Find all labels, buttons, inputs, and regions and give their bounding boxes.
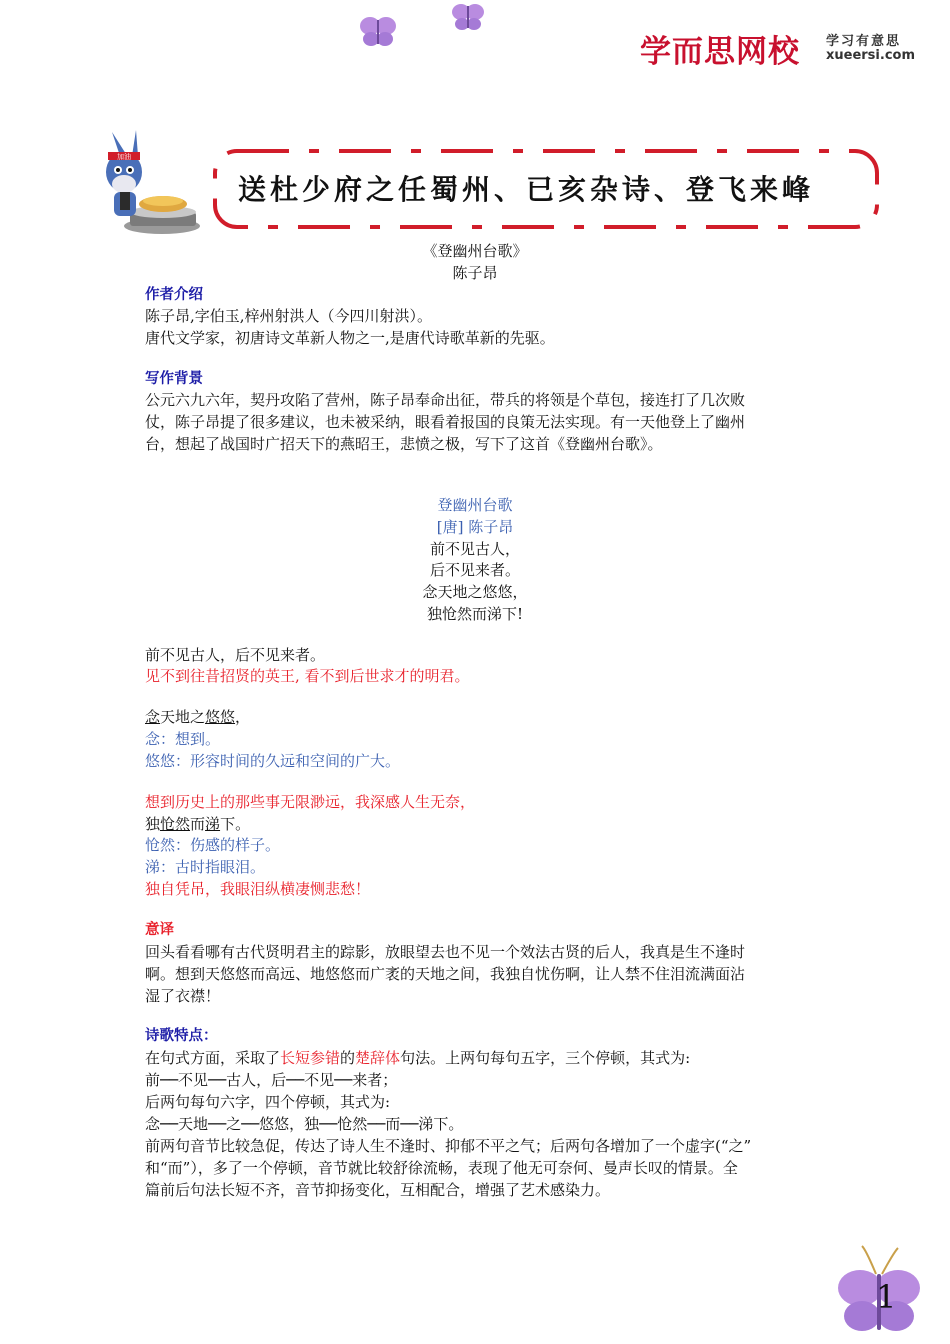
analysis-meaning: 独自凭吊，我眼泪纵横凄恻悲愁！	[145, 880, 371, 898]
poem-byline: [唐] 陈子昂	[436, 518, 514, 536]
poem-line: 后不见来者。	[429, 561, 520, 579]
banner-title: 送杜少府之任蜀州、已亥杂诗、登飞来峰	[238, 173, 815, 206]
translation-line: 湿了衣襟！	[145, 987, 221, 1005]
background-line: 台，想起了战国时广招天下的燕昭王，悲愤之极，写下了这首《登幽州台歌》。	[145, 435, 663, 453]
word-note: 悠悠：形容时间的久远和空间的广大。	[145, 752, 401, 770]
poem-line: 前不见古人，	[429, 540, 520, 558]
features-heading: 诗歌特点：	[145, 1028, 218, 1044]
author-intro-heading: 作者介绍	[145, 287, 203, 303]
plain-text: 句法。上两句每句五字，三个停顿，其式为:	[400, 1049, 691, 1067]
translation-line: 回头看看哪有古代贤明君主的踪影，放眼望去也不见一个效法古贤的后人，我真是生不逢时	[145, 943, 746, 961]
features-pattern: 前──不见──古人，后──不见──来者；	[145, 1071, 398, 1089]
plain-text: 的	[340, 1049, 356, 1067]
features-text: 后两句每句六字，四个停顿，其式为:	[145, 1093, 391, 1111]
poem-line: 念天地之悠悠，	[422, 583, 528, 601]
underlined-word: 怆然	[160, 815, 191, 833]
background-heading: 写作背景	[145, 371, 203, 387]
translation-heading: 意译	[145, 922, 174, 938]
page-number: 1	[876, 1278, 897, 1316]
underlined-word: 念	[145, 708, 161, 726]
plain-text: 天地之	[160, 708, 206, 726]
poem-author-header: 陈子昂	[452, 264, 498, 282]
analysis-meaning: 见不到往昔招贤的英王, 看不到后世求才的明君。	[145, 667, 470, 685]
poem-title-header: 《登幽州台歌》	[422, 242, 528, 260]
word-note: 念：想到。	[145, 730, 221, 748]
word-note: 怆然：伤感的样子。	[145, 836, 281, 854]
analysis-text-annotated	[145, 813, 815, 835]
features-line: 前两句音节比较急促，传达了诗人生不逢时、抑郁不平之气；后两句各增加了一个虚字(“之”	[145, 1137, 752, 1155]
highlight-term: 长短参错	[280, 1049, 341, 1067]
plain-text: 下。	[220, 815, 251, 833]
plain-text: 而	[190, 815, 206, 833]
brand-tagline: 学习有意思	[826, 34, 902, 49]
poem-line: 独怆然而涕下!	[426, 605, 524, 623]
mascot-flag-text: 加油	[117, 153, 131, 161]
features-pattern: 念──天地──之──悠悠，独──怆然──而──涕下。	[145, 1115, 464, 1133]
word-note: 涕：古时指眼泪。	[145, 858, 266, 876]
donkey-mascot-illustration	[100, 126, 204, 238]
background-line: 仗，陈子昂提了很多建议，也未被采纳，眼看着报国的良策无法实现。有一天他登上了幽州	[145, 413, 746, 431]
plain-text: ，	[235, 708, 251, 726]
brand-logo-text: 学而思网校	[640, 34, 800, 70]
author-intro-line: 陈子昂,字伯玉,梓州射洪人（今四川射洪）。	[145, 307, 433, 325]
plain-text: 在句式方面，采取了	[145, 1049, 281, 1067]
translation-line: 啊。想到天悠悠而高远、地悠悠而广袤的天地之间，我独自忧伤啊，让人禁不住泪流满面沾	[145, 965, 746, 983]
poem-title: 登幽州台歌	[437, 496, 513, 514]
underlined-word: 涕	[205, 815, 221, 833]
highlight-term: 楚辞体	[355, 1049, 401, 1067]
butterfly-decoration-icon	[358, 12, 398, 50]
features-line: 和“而”），多了一个停顿，音节就比较舒徐流畅，表现了他无可奈何、曼声长叹的情景。全	[145, 1159, 738, 1177]
analysis-meaning: 想到历史上的那些事无限渺远，我深感人生无奈，	[145, 793, 476, 811]
plain-text: 独	[145, 815, 161, 833]
underlined-word: 悠悠	[205, 708, 236, 726]
analysis-text: 前不见古人，后不见来者。	[145, 646, 326, 664]
background-line: 公元六九六年，契丹攻陷了营州，陈子昂奉命出征，带兵的将领是个草包，接连打了几次败	[145, 391, 746, 409]
brand-url: xueersi.com	[826, 48, 916, 63]
features-intro	[145, 1047, 815, 1069]
analysis-text-annotated	[145, 706, 815, 728]
butterfly-decoration-icon	[450, 0, 486, 34]
features-line: 篇前后句法长短不齐，音节抑扬变化，互相配合，增强了艺术感染力。	[145, 1181, 611, 1199]
author-intro-line: 唐代文学家，初唐诗文革新人物之一,是唐代诗歌革新的先驱。	[145, 329, 555, 347]
